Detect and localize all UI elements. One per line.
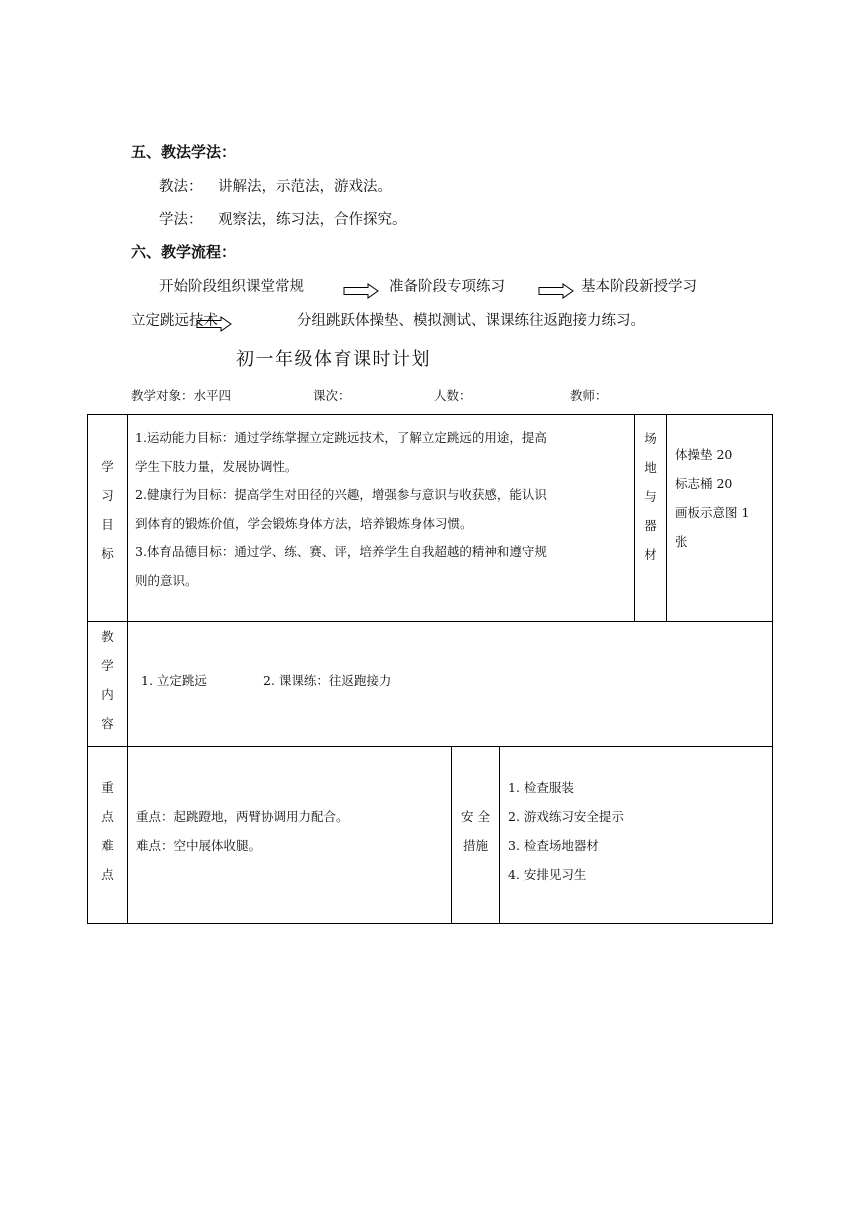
goals-line: 到体育的锻炼价值，学会锻炼身体方法，培养锻炼身体习惯。 xyxy=(135,515,473,531)
key-header-char: 重 xyxy=(101,780,114,795)
plan-title: 初一年级体育课时计划 xyxy=(236,349,431,370)
content-header-char: 教 xyxy=(101,629,114,644)
safety-list xyxy=(508,773,768,889)
key-text xyxy=(136,802,446,860)
table-border xyxy=(87,923,773,924)
equipment-header-char: 地 xyxy=(644,460,657,475)
table-border xyxy=(666,414,667,621)
teach-method-value: 讲解法，示范法，游戏法。 xyxy=(218,179,392,195)
lesson-label: 课次： xyxy=(313,388,351,403)
flow-step-3-continued: 立定跳远技术 xyxy=(131,313,218,329)
flow-arrow-icon xyxy=(343,283,379,299)
content-item-1: 1. 立定跳远 xyxy=(141,673,207,688)
safety-item: 3. 检查场地器材 xyxy=(508,838,599,853)
flow-step-1: 开始阶段组织课堂常规 xyxy=(159,279,304,295)
table-border xyxy=(772,414,773,924)
goals-header-char: 学 xyxy=(101,459,114,474)
section6-heading: 六、教学流程： xyxy=(131,243,237,261)
table-border xyxy=(87,414,773,415)
table-border xyxy=(499,746,500,923)
learn-method-value: 观察法，练习法，合作探究。 xyxy=(218,212,407,228)
target-label: 教学对象：水平四 xyxy=(131,388,232,403)
goals-text xyxy=(135,424,630,595)
content-header-char: 容 xyxy=(101,716,114,731)
table-border xyxy=(127,414,128,924)
goals-header-char: 目 xyxy=(101,517,114,532)
teacher-label: 教师： xyxy=(570,388,608,403)
difficulty-point: 难点：空中展体收腿。 xyxy=(136,838,262,853)
table-border xyxy=(87,746,773,747)
content-header-char: 学 xyxy=(101,658,114,673)
equipment-header xyxy=(635,424,666,569)
learn-method-label: 学法： xyxy=(159,212,203,228)
goals-line: 1.运动能力目标：通过学练掌握立定跳远技术，了解立定跳远的用途，提高 xyxy=(135,430,547,445)
equipment-list xyxy=(675,440,770,556)
safety-header-line: 安 全 xyxy=(461,809,490,824)
content-header xyxy=(88,622,127,738)
flow-arrow-icon xyxy=(538,283,574,299)
section5-heading: 五、教法学法： xyxy=(131,143,237,161)
goals-line: 学生下肢力量，发展协调性。 xyxy=(135,458,298,474)
safety-item: 1. 检查服装 xyxy=(508,780,574,795)
table-border xyxy=(87,621,773,622)
content-header-char: 内 xyxy=(101,687,114,702)
safety-item: 4. 安排见习生 xyxy=(508,867,587,882)
safety-header-line: 措施 xyxy=(462,838,488,853)
flow-step-3: 基本阶段新授学习 xyxy=(581,279,697,295)
key-point: 重点：起跳蹬地，两臂协调用力配合。 xyxy=(136,809,349,824)
teach-method-label: 教法： xyxy=(159,179,203,195)
equipment-header-char: 场 xyxy=(644,431,657,446)
goals-header-char: 习 xyxy=(101,488,114,503)
key-header-char: 点 xyxy=(101,867,114,882)
key-header-char: 点 xyxy=(101,809,114,824)
goals-header-char: 标 xyxy=(101,546,114,561)
goals-line: 3.体育品德目标：通过学、练、赛、评，培养学生自我超越的精神和遵守规 xyxy=(135,544,547,559)
equipment-item: 画板示意图 1 xyxy=(675,505,750,520)
key-header-char: 难 xyxy=(101,838,114,853)
content-item-2: 2. 课课练：往返跑接力 xyxy=(263,673,392,688)
flow-arrow-icon xyxy=(196,316,232,332)
key-header xyxy=(88,773,127,889)
equipment-item: 标志桶 20 xyxy=(675,476,733,491)
equipment-item: 体操垫 20 xyxy=(675,447,733,462)
equipment-item: 张 xyxy=(675,534,688,549)
safety-item: 2. 游戏练习安全提示 xyxy=(508,809,624,824)
flow-step-2: 准备阶段专项练习 xyxy=(389,279,505,295)
equipment-header-char: 材 xyxy=(644,547,657,562)
flow-step-4: 分组跳跃体操垫、模拟测试、课课练往返跑接力练习。 xyxy=(297,313,645,329)
count-label: 人数： xyxy=(434,388,472,403)
goals-line: 则的意识。 xyxy=(135,572,198,588)
goals-line: 2.健康行为目标：提高学生对田径的兴趣，增强参与意识与收获感，能认识 xyxy=(135,487,547,502)
equipment-header-char: 器 xyxy=(644,518,657,533)
safety-header xyxy=(452,802,499,860)
equipment-header-char: 与 xyxy=(644,489,657,504)
goals-header xyxy=(88,452,127,568)
